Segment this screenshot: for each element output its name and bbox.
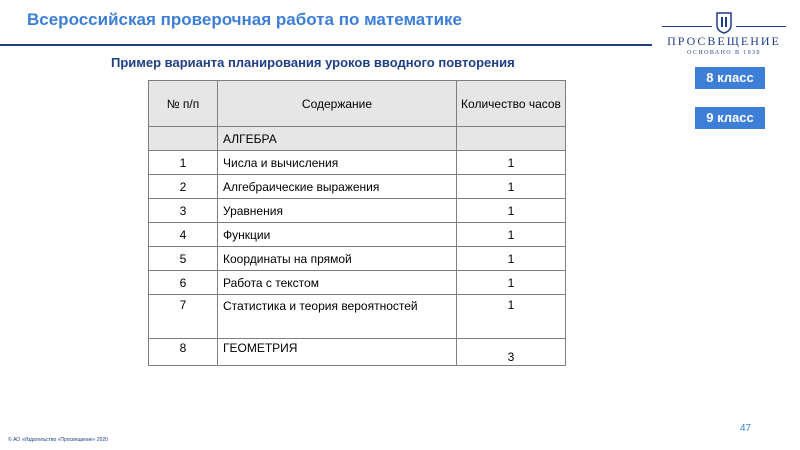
- logo-line-left: [662, 26, 712, 27]
- page-number: 47: [740, 423, 752, 434]
- row-content: Функции: [218, 223, 457, 247]
- row-hours: 1: [457, 271, 566, 295]
- row-hours: 1: [457, 175, 566, 199]
- row-number: 1: [149, 151, 218, 175]
- row-content: Алгебраические выражения: [218, 175, 457, 199]
- table-row: [149, 199, 566, 223]
- row-content: АЛГЕБРА: [218, 127, 457, 151]
- row-number: 2: [149, 175, 218, 199]
- table-row: [149, 295, 566, 339]
- header-number: № п/п: [149, 81, 218, 127]
- logo-line-right: [736, 26, 786, 27]
- row-hours: 1: [457, 223, 566, 247]
- grade-8-button[interactable]: 8 класс: [695, 67, 765, 89]
- logo-name: ПРОСВЕЩЕНИЕ: [667, 34, 781, 48]
- copyright-notice: © АО «Издательство «Просвещение» 2020: [8, 437, 108, 443]
- row-number: 7: [149, 295, 218, 339]
- logo-emblem-icon: [716, 12, 732, 34]
- row-number: 3: [149, 199, 218, 223]
- table-row: [149, 151, 566, 175]
- row-content: Координаты на прямой: [218, 247, 457, 271]
- slide-subtitle: Пример варианта планирования уроков вводного повторения: [111, 55, 515, 70]
- row-content: ГЕОМЕТРИЯ: [218, 339, 457, 366]
- header-hours: Количество часов: [457, 81, 566, 127]
- row-number: 4: [149, 223, 218, 247]
- logo-tagline: ОСНОВАНО В 1930: [687, 50, 761, 56]
- row-hours: 1: [457, 199, 566, 223]
- row-content: Работа с текстом: [218, 271, 457, 295]
- row-content: Числа и вычисления: [218, 151, 457, 175]
- table-header-row: [149, 81, 566, 127]
- row-number: 8: [149, 339, 218, 366]
- lesson-plan-table: [148, 80, 566, 366]
- table-row: [149, 127, 566, 151]
- row-hours: 1: [457, 295, 566, 339]
- title-divider: [0, 44, 652, 46]
- row-hours: 1: [457, 151, 566, 175]
- slide-title: Всероссийская проверочная работа по математике: [27, 10, 462, 29]
- row-number: 6: [149, 271, 218, 295]
- row-hours: 3: [457, 339, 566, 366]
- table-row: [149, 271, 566, 295]
- row-content: Статистика и теория вероятностей: [218, 295, 457, 339]
- publisher-logo: [658, 6, 790, 60]
- row-hours: [457, 127, 566, 151]
- table-row: [149, 223, 566, 247]
- row-hours: 1: [457, 247, 566, 271]
- grade-9-button[interactable]: 9 класс: [695, 107, 765, 129]
- table-row: [149, 339, 566, 366]
- row-number: [149, 127, 218, 151]
- row-content: Уравнения: [218, 199, 457, 223]
- table-row: [149, 247, 566, 271]
- header-content: Содержание: [218, 81, 457, 127]
- row-number: 5: [149, 247, 218, 271]
- table-row: [149, 175, 566, 199]
